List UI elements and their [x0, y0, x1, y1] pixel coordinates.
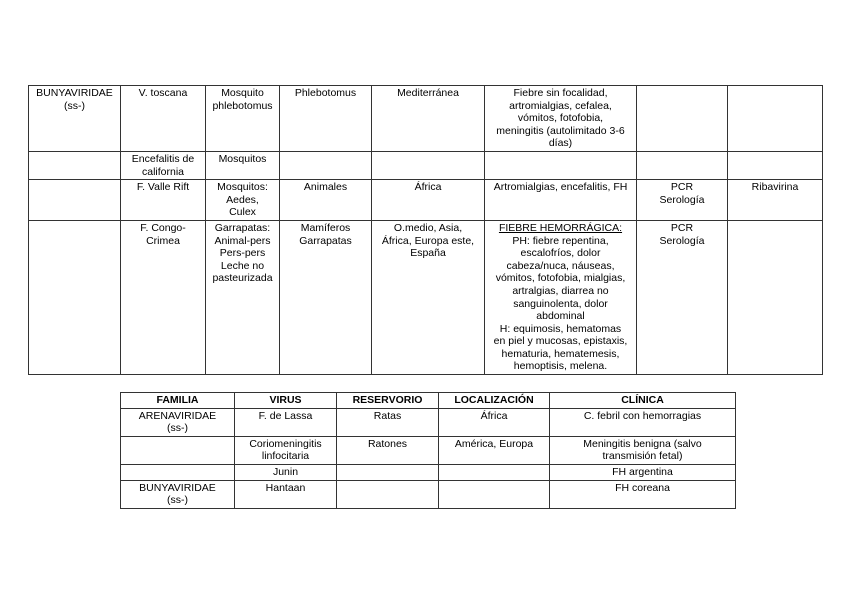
cell-clinic — [550, 464, 736, 480]
cell-virus — [235, 464, 337, 480]
cell-clinic — [550, 436, 736, 464]
virus-table-bunyaviridae — [28, 85, 823, 375]
cell-clinic-line: Fiebre sin focalidad, — [513, 87, 608, 99]
column-header: LOCALIZACIÓN — [439, 393, 550, 409]
cell-treatment — [728, 220, 823, 374]
cell-vector — [206, 220, 280, 374]
cell-location-line: O.medio, Asia, — [393, 221, 463, 234]
cell-treatment-line: Ribavirina — [751, 181, 799, 194]
table-row — [121, 408, 736, 436]
column-header: RESERVORIO — [337, 393, 439, 409]
cell-location-line: América, Europa — [454, 437, 534, 450]
cell-virus — [121, 86, 206, 152]
cell-family-line: BUNYAVIRIDAE — [36, 87, 113, 99]
cell-treatment — [728, 86, 823, 152]
cell-family — [29, 151, 121, 179]
cell-virus — [121, 180, 206, 221]
cell-clinic-line: C. febril con hemorragias — [583, 409, 702, 422]
cell-virus-line: V. toscana — [138, 87, 188, 99]
table-row — [29, 151, 823, 179]
table-row — [29, 86, 823, 152]
column-header: VIRUS — [235, 393, 337, 409]
table2-header-row — [121, 393, 736, 409]
cell-clinic-line: abdominal — [536, 310, 585, 323]
cell-vector — [206, 86, 280, 152]
cell-vector-line: Mosquitos — [218, 152, 267, 165]
cell-treatment — [728, 180, 823, 221]
cell-vector-line: Aedes, — [226, 193, 259, 206]
cell-reservoir-line: Phlebotomus — [294, 87, 357, 99]
cell-clinic-line: hematuria, hematemesis, — [501, 347, 620, 360]
cell-virus — [235, 480, 337, 508]
cell-vector — [206, 151, 280, 179]
cell-virus-line: Coriomeningitis — [249, 437, 322, 450]
cell-reservoir-line: Mamíferos — [300, 221, 351, 234]
cell-family — [29, 86, 121, 152]
cell-diagnosis — [637, 180, 728, 221]
cell-clinic — [485, 220, 637, 374]
clinic-heading: FIEBRE HEMORRÁGICA: — [498, 221, 623, 234]
cell-clinic-line: Artromialgias, encefalitis, FH — [493, 181, 628, 194]
cell-clinic — [485, 180, 637, 221]
cell-location-line: Mediterránea — [397, 87, 459, 99]
cell-location-line: África, Europa este, — [381, 234, 475, 247]
cell-vector-line: pasteurizada — [212, 272, 273, 285]
cell-clinic — [485, 86, 637, 152]
cell-family — [121, 436, 235, 464]
cell-virus-line: california — [141, 165, 185, 178]
cell-reservoir-line: Ratas — [373, 409, 402, 422]
cell-family — [121, 408, 235, 436]
table1-body — [29, 86, 823, 375]
cell-family-line: (ss-) — [64, 99, 85, 112]
column-header: CLÍNICA — [550, 393, 736, 409]
cell-location-line: África — [414, 181, 442, 194]
table-row — [121, 436, 736, 464]
cell-location — [372, 151, 485, 179]
cell-virus-line: Junin — [272, 465, 299, 478]
cell-clinic — [485, 151, 637, 179]
cell-vector-line: Leche no — [220, 259, 265, 272]
cell-clinic-line: transmisión fetal) — [602, 450, 683, 463]
cell-clinic-line: PH: fiebre repentina, — [512, 234, 609, 247]
cell-location — [439, 436, 550, 464]
cell-reservoir — [280, 151, 372, 179]
cell-clinic-line: hemoptisis, melena. — [513, 360, 608, 373]
cell-diagnosis-line: PCR — [670, 221, 694, 234]
cell-virus — [235, 436, 337, 464]
cell-location — [439, 464, 550, 480]
cell-location — [372, 86, 485, 152]
cell-reservoir — [280, 220, 372, 374]
cell-family — [121, 480, 235, 508]
cell-family-line: (ss-) — [167, 422, 188, 435]
table-row — [121, 480, 736, 508]
cell-diagnosis — [637, 86, 728, 152]
cell-family — [29, 180, 121, 221]
cell-virus-line: F. de Lassa — [258, 409, 313, 422]
cell-clinic-line: días) — [548, 137, 573, 150]
cell-virus — [121, 220, 206, 374]
table2-body — [121, 408, 736, 508]
cell-location — [439, 480, 550, 508]
cell-family — [29, 220, 121, 374]
cell-virus-line: Encefalitis de — [131, 152, 195, 165]
table-row — [29, 180, 823, 221]
cell-family-line: ARENAVIRIDAE — [138, 409, 217, 422]
cell-clinic-line: escalofríos, dolor — [520, 247, 601, 260]
cell-virus — [121, 151, 206, 179]
cell-clinic-line: Meningitis benigna (salvo — [583, 437, 702, 450]
cell-family — [121, 464, 235, 480]
cell-vector-line: Mosquito — [221, 87, 264, 99]
cell-reservoir-line: Garrapatas — [299, 234, 352, 247]
cell-reservoir — [280, 180, 372, 221]
cell-clinic — [550, 480, 736, 508]
cell-clinic — [550, 408, 736, 436]
column-header: FAMILIA — [121, 393, 235, 409]
cell-vector-line: Animal-pers — [214, 234, 271, 247]
cell-clinic-line: vómitos, fotofobia, mialgias, — [495, 272, 626, 285]
virus-table-arenaviridae — [120, 392, 736, 509]
cell-treatment — [728, 151, 823, 179]
table-row — [121, 464, 736, 480]
cell-reservoir-line: Animales — [303, 181, 348, 194]
cell-family-line: BUNYAVIRIDAE — [139, 481, 216, 494]
cell-reservoir — [280, 86, 372, 152]
cell-virus-line: Hantaan — [265, 481, 306, 494]
cell-diagnosis-line: Serología — [659, 234, 705, 247]
cell-virus-line: linfocitaria — [261, 450, 310, 463]
cell-reservoir-line: Ratones — [367, 437, 408, 450]
cell-virus-line: F. Valle Rift — [136, 181, 190, 194]
cell-vector-line: Mosquitos: — [217, 181, 268, 194]
table-row — [29, 220, 823, 374]
cell-location — [372, 180, 485, 221]
cell-clinic-line: en piel y mucosas, epistaxis, — [493, 335, 628, 348]
cell-vector-line: phlebotomus — [212, 99, 273, 112]
cell-diagnosis-line: Serología — [659, 193, 705, 206]
cell-location-line: España — [410, 247, 446, 260]
cell-reservoir — [337, 408, 439, 436]
cell-clinic-line: H: equimosis, hematomas — [499, 322, 622, 335]
cell-vector-line: Garrapatas: — [214, 221, 271, 234]
cell-clinic-line: cabeza/nuca, náuseas, — [506, 259, 615, 272]
cell-clinic-line: FH argentina — [612, 465, 673, 478]
cell-clinic-line: FH coreana — [615, 481, 670, 494]
cell-reservoir — [337, 480, 439, 508]
cell-virus-line: Crimea — [146, 234, 180, 247]
cell-family-line: (ss-) — [167, 494, 188, 507]
cell-clinic-line: meningitis (autolimitado 3-6 — [496, 124, 625, 137]
cell-location — [439, 408, 550, 436]
cell-location — [372, 220, 485, 374]
cell-vector-line: Culex — [229, 206, 256, 219]
cell-diagnosis — [637, 220, 728, 374]
cell-diagnosis — [637, 151, 728, 179]
cell-diagnosis-line: PCR — [670, 181, 694, 194]
cell-virus-line: F. Congo- — [140, 221, 186, 234]
cell-reservoir — [337, 436, 439, 464]
cell-location-line: África — [480, 409, 508, 422]
cell-reservoir — [337, 464, 439, 480]
cell-clinic-line: artralgias, diarrea no — [512, 284, 609, 297]
cell-clinic-line: vómitos, fotofobia, — [517, 112, 604, 125]
cell-virus — [235, 408, 337, 436]
cell-clinic-line: sanguinolenta, dolor — [513, 297, 608, 310]
cell-vector — [206, 180, 280, 221]
cell-clinic-line: artromialgias, cefalea, — [509, 99, 612, 112]
cell-vector-line: Pers-pers — [219, 247, 266, 260]
